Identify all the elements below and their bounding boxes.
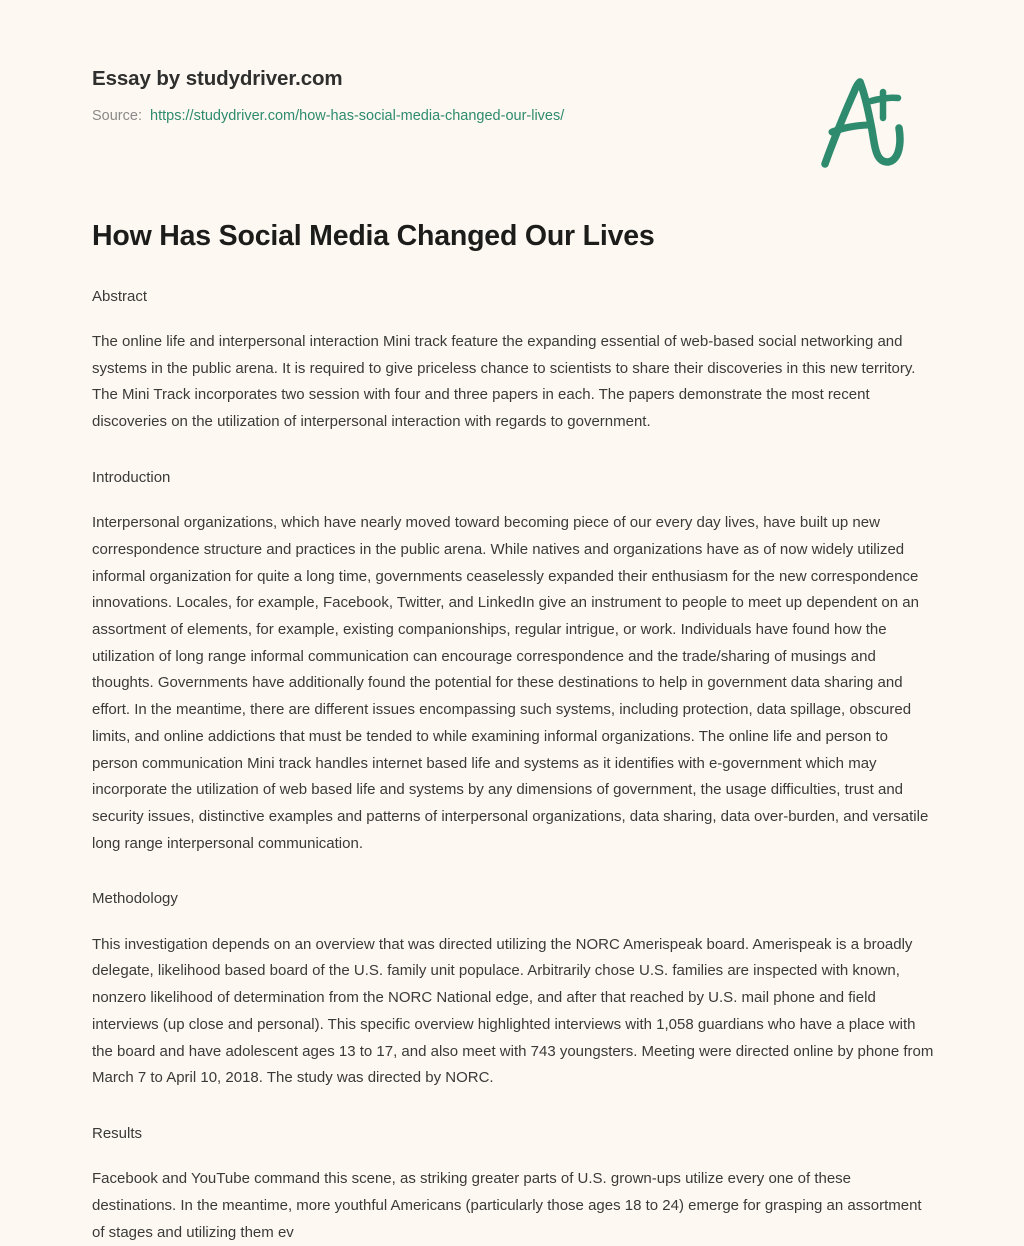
section-heading-methodology: Methodology — [92, 890, 178, 908]
section-introduction — [92, 436, 937, 857]
section-body-results: Facebook and YouTube command this scene, as striking greater parts of U.S. grown-ups utilize every one of these destinations. In the meantime, more youthful Americans (particularly those ages 18 to 24) emerge for grasping an assortment of stages and utilizing them ev — [92, 1170, 922, 1241]
page-title: How Has Social Media Changed Our Lives — [92, 219, 655, 252]
source-label: Source: — [92, 107, 142, 124]
section-body-abstract: The online life and interpersonal interaction Mini track feature the expanding essential of web-based social networking and systems in the public arena. It is required to give priceless chance to scientists to share their discoveries in this new territory. The Mini Track incorporates two session with four and three papers in each. The papers demonstrate the most recent discoveries on the utilization of interpersonal interaction with regards to government. — [92, 333, 916, 431]
article-body — [0, 125, 937, 1246]
a-plus-icon — [812, 70, 908, 170]
section-body-methodology: This investigation depends on an overview that was directed utilizing the NORC Amerispeak board. Amerispeak is a broadly delegate, likelihood based board of the U.S. family unit populace. Arbitrarily chose U.S. families are inspected with known, nonzero likelihood of determination from the NORC National edge, and after that reached by U.S. mail phone and field interviews (up close and personal). This specific overview highlighted interviews with 1,058 guardians who have a place with the board and have adolescent ages 13 to 17, and also meet with 743 youngsters. Meeting were directed online by phone from March 7 to April 10, 2018. The study was directed by NORC. — [92, 935, 934, 1087]
studydriver-logo[interactable] — [812, 70, 908, 170]
section-abstract — [92, 255, 937, 436]
section-methodology — [92, 857, 937, 1092]
section-heading-results: Results — [92, 1124, 143, 1142]
section-heading-abstract: Abstract — [92, 287, 148, 305]
section-heading-introduction: Introduction — [92, 468, 171, 486]
section-body-introduction: Interpersonal organizations, which have nearly moved toward becoming piece of our every day lives, have built up new correspondence structure and practices in the public arena. While natives and organizations have as of now widely utilized informal organization for quite a long time, governments ceaselessly expanded their enthusiasm for the new correspondence innovations. Locales, for example, Facebook, Twitter, and LinkedIn give an instrument to people to meet up dependent on an assortment of elements, for example, existing companionships, regular intrigue, or work. Individuals have found how the utilization of long range informal communication can encourage correspondence and the trade/sharing of musings and thoughts. Governments have additionally found the potential for these destinations to help in government data sharing and effort. In the meantime, there are different issues encompassing such systems, including protection, data spillage, obscured limits, and online addictions that must be tended to while examining informal organizations. The online life and person to person communication Mini track handles internet based life and systems as it identifies with e-government which may incorporate the utilization of web based life and systems by any dimensions of government, the usage difficulties, trust and security issues, distinctive examples and patterns of interpersonal organizations, data sharing, data over-burden, and versatile long range interpersonal communication. — [92, 514, 929, 852]
source-url-link[interactable]: https://studydriver.com/how-has-social-media-changed-our-lives/ — [150, 107, 565, 124]
page-header — [0, 0, 1024, 125]
brand-title: Essay by studydriver.com — [92, 67, 343, 90]
section-results — [92, 1092, 937, 1246]
